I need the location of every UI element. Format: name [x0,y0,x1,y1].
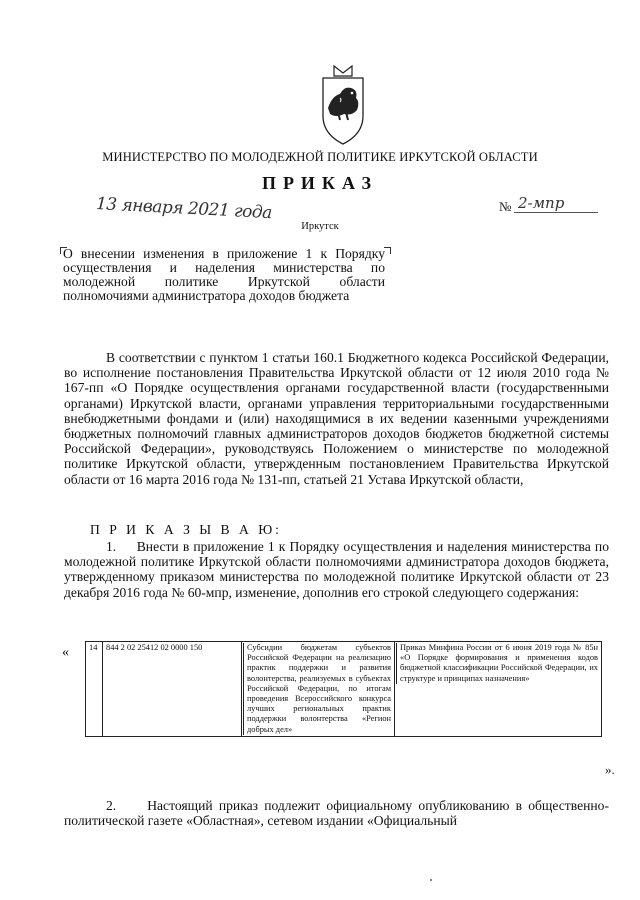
order-number-label: № [499,199,512,214]
ministry-name: МИНИСТЕРСТВО ПО МОЛОДЕЖНОЙ ПОЛИТИКЕ ИРКУТСКОЙ ОБЛАСТИ [102,150,538,164]
row-number-cell: 14 [86,642,103,737]
table-quote-close: ». [605,762,615,777]
scan-speck [430,879,432,881]
city-name: Иркутск [301,221,339,232]
amendment-table [85,641,602,737]
income-name-text: Субсидии бюджетам субъектов Российской Федерации на реализацию практик поддержки и развития волонтерства, реализуемых в субъектах Российской Федерации, по итогам проведения Всероссийского конкурса лучших региональных практик поддержки волонтерства «Регион добрых дел» [243,643,391,735]
document-type-title: ПРИКАЗ [261,173,379,193]
budget-code-cell: 844 2 02 25412 02 0000 150 [103,642,242,737]
income-name-cell [242,642,395,737]
legal-basis-text: Приказ Минфина России от 6 июня 2019 года № 85н «О Порядке формирования и применения кодов бюджетной классификации Российской Федерации, их структуре и принципах назначения» [396,643,598,684]
preamble-paragraph: В соответствии с пунктом 1 статьи 160.1 Бюджетного кодекса Российской Федерации, во исполнение постановления Правительства Иркутской области от 12 июля 2010 года № 167-пп «О Порядке осуществления органами государственной власти (государственными органами) Иркутской власти, органами управления территориальными государственными внебюджетными фондами и (или) находящимися в их ведении казенными учреждениями бюджетных полномочий главных администраторов доходов бюджетов бюджетной системы Российской Федерации», руководствуясь Положением о министерстве по молодежной политике Иркутской области, утвержденным постановлением Правительства Иркутской области от 16 марта 2016 года № 131-пп, статьей 21 Устава Иркутской области, [64,350,609,487]
order-number-underline [514,212,598,213]
table-row [86,642,602,737]
coat-of-arms-emblem [318,64,368,146]
clause-1-paragraph: 1. Внести в приложение 1 к Порядку осуществления и наделения министерства по молодежной политике Иркутской области полномочиями администратора доходов бюджета, утвержденному приказом министерства по молодежной политике Иркутской области от 23 декабря 2016 года № 60-мпр, изменение, дополнив его строкой следующего содержания: [64,539,609,600]
legal-basis-cell [395,642,602,737]
order-number-handwritten: 2-мпр [518,194,565,212]
clause-2-paragraph: 2. Настоящий приказ подлежит официальному опубликованию в общественно-политической газете «Областная», сетевом издании «Официальный [64,798,609,829]
subject-bracket-right [384,247,391,254]
order-subject: О внесении изменения в приложение 1 к Порядку осуществления и наделения министерства по молодежной политике Иркутской области полномочиями администратора доходов бюджета [63,246,385,303]
table-quote-open: « [62,645,69,660]
orders-heading: П Р И К А З Ы В А Ю: [90,522,282,537]
order-date-handwritten: 13 января 2021 года [95,194,273,224]
